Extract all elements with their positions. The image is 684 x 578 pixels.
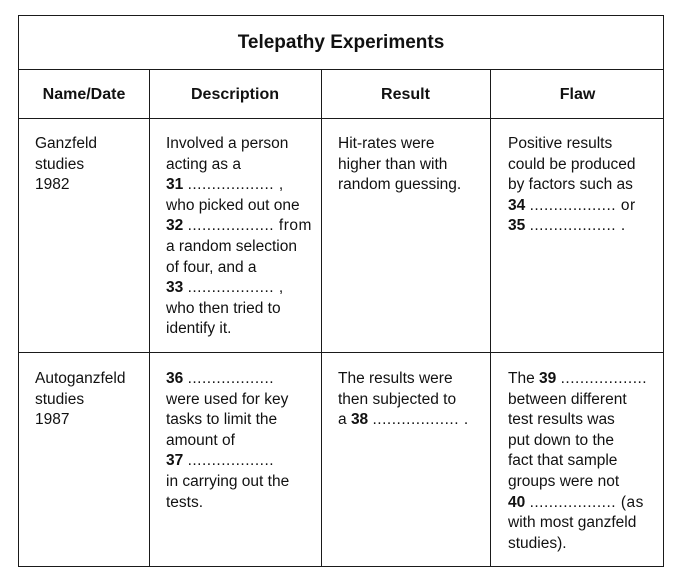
- answer-blank-31: .................. ,: [187, 176, 284, 194]
- question-34: [508, 196, 636, 217]
- row1-flaw-line: Positive results: [508, 135, 613, 152]
- row2-result-line: then subjected to: [338, 390, 457, 408]
- question-36: [166, 369, 289, 390]
- row1-desc-line: who picked out one: [166, 196, 300, 214]
- question-number-37: 37: [166, 452, 184, 470]
- row1-flaw-cell: [508, 134, 636, 237]
- row1-desc-line: who then tried to: [166, 299, 281, 317]
- row2-desc-line: tasks to limit the: [166, 411, 278, 429]
- answer-blank-35: .................. .: [529, 217, 626, 235]
- row2-flaw-line: put down to the: [508, 431, 614, 449]
- row2-desc-line: amount of: [166, 431, 235, 449]
- question-40: [508, 493, 647, 514]
- column-divider: [149, 70, 150, 566]
- row2-flaw-line: test results was: [508, 411, 615, 429]
- row1-description-cell: [166, 134, 312, 340]
- row1-result-line: random guessing.: [338, 176, 462, 194]
- question-38: [338, 410, 469, 431]
- row2-flaw-line: between different: [508, 390, 627, 408]
- answer-blank-40: .................. (as: [529, 493, 644, 511]
- question-number-33: 33: [166, 279, 184, 297]
- row1-flaw-line: by factors such as: [508, 176, 633, 194]
- answer-blank-33: .................. ,: [187, 279, 284, 297]
- row1-desc-line: of four, and a: [166, 258, 257, 276]
- question-number-39: 39: [539, 370, 557, 387]
- question-number-38: 38: [350, 411, 369, 429]
- answer-blank-37: ..................: [187, 452, 275, 470]
- question-31: [166, 175, 312, 196]
- row-divider: [19, 352, 663, 353]
- column-divider: [321, 70, 322, 566]
- row2-flaw-cell: [508, 369, 647, 554]
- header-flaw: Flaw: [559, 85, 596, 103]
- answer-blank-36: ..................: [187, 370, 275, 387]
- row2-description-cell: [166, 369, 289, 513]
- header-result: Result: [381, 85, 430, 103]
- answer-blank-34: .................. or: [529, 196, 636, 214]
- row1-desc-line: identify it.: [166, 320, 232, 338]
- row2-desc-line: tests.: [166, 493, 204, 511]
- answer-blank-39: ..................: [560, 370, 648, 387]
- question-37: [166, 451, 289, 472]
- row2-name: Autoganzfeld: [35, 370, 126, 387]
- row1-flaw-line: could be produced: [508, 155, 636, 173]
- telepathy-table: [18, 15, 664, 567]
- question-number-35: 35: [508, 217, 526, 235]
- header-name-date: Name/Date: [42, 85, 126, 103]
- row1-result-line: Hit-rates were: [338, 135, 435, 152]
- row2-result-cell: [338, 369, 469, 431]
- row2-flaw-line: studies).: [508, 534, 567, 552]
- row1-year: 1982: [35, 176, 70, 194]
- answer-blank-32: .................. from: [187, 217, 312, 235]
- row1-desc-line: a random selection: [166, 237, 297, 255]
- row1-result-line: higher than with: [338, 155, 448, 173]
- column-divider: [490, 70, 491, 566]
- question-number-34: 34: [508, 196, 526, 214]
- answer-blank-38: .................. .: [372, 411, 469, 429]
- row2-flaw-line: fact that sample: [508, 452, 618, 470]
- row1-name-suffix: studies: [35, 155, 85, 173]
- question-39-prefix: The: [508, 370, 535, 387]
- question-32: [166, 216, 312, 237]
- row2-result-line: The results were: [338, 370, 453, 387]
- question-number-40: 40: [508, 493, 526, 511]
- row2-name-cell: [35, 369, 126, 431]
- question-number-36: 36: [166, 370, 184, 387]
- row1-desc-line: Involved a person: [166, 135, 289, 152]
- header-description: Description: [190, 85, 279, 103]
- row2-name-suffix: studies: [35, 390, 85, 408]
- row1-name: Ganzfeld: [35, 135, 98, 152]
- question-33: [166, 278, 312, 299]
- row2-desc-line: in carrying out the: [166, 472, 290, 490]
- question-39: [508, 369, 647, 390]
- row2-desc-line: were used for key: [166, 390, 289, 408]
- question-number-32: 32: [166, 217, 184, 235]
- row1-desc-line: acting as a: [166, 155, 241, 173]
- table-title: Telepathy Experiments: [19, 16, 663, 70]
- question-number-31: 31: [166, 176, 184, 194]
- row1-result-cell: [338, 134, 461, 196]
- row2-flaw-line: groups were not: [508, 472, 620, 490]
- row2-year: 1987: [35, 411, 70, 429]
- question-38-prefix: a: [338, 411, 347, 429]
- row2-flaw-line: with most ganzfeld: [508, 514, 637, 532]
- question-35: [508, 216, 636, 237]
- row1-name-cell: [35, 134, 97, 196]
